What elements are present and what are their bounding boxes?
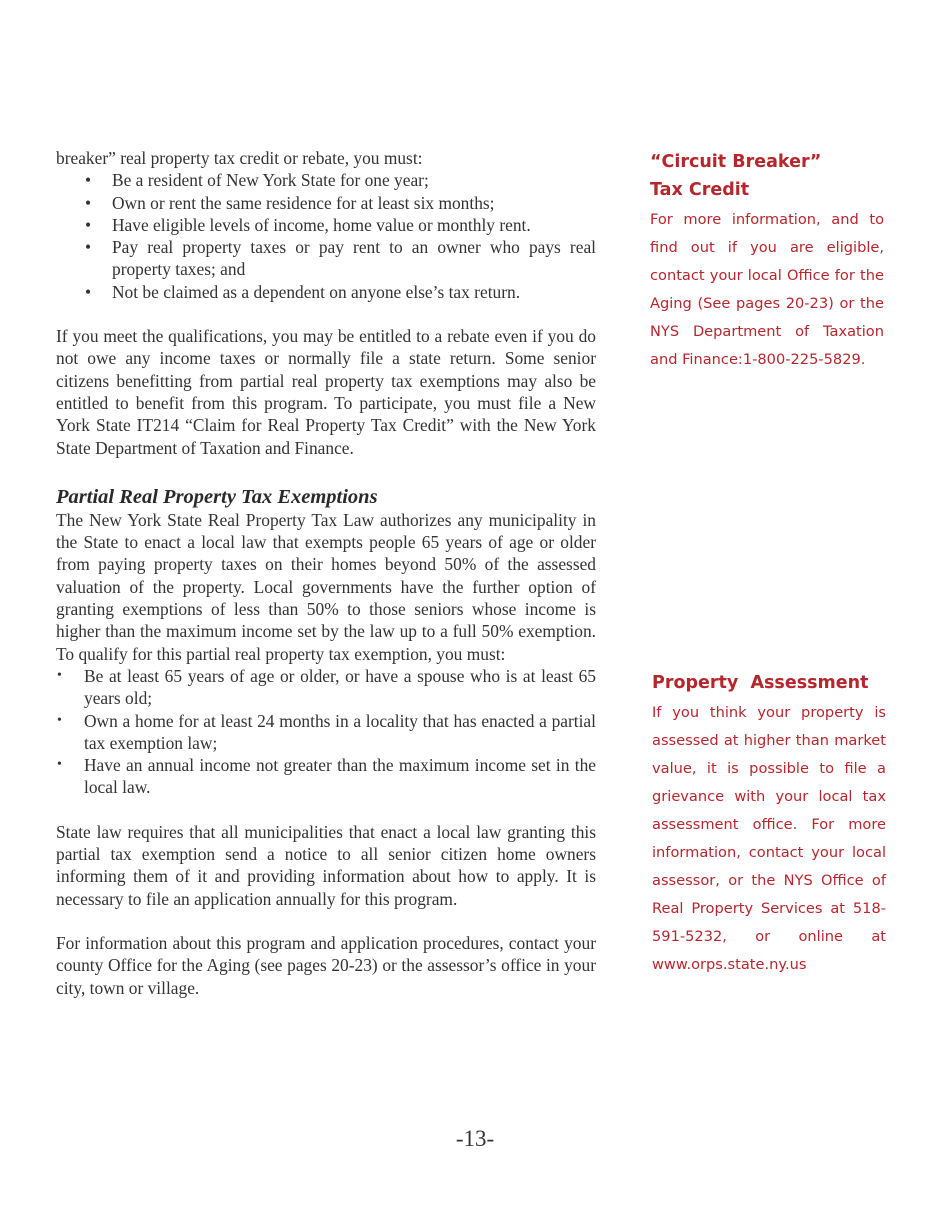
page-number: -13- xyxy=(455,1126,495,1151)
sidebar-property-assessment-title: Property Assessment xyxy=(652,673,869,693)
section-heading: Partial Real Property Tax Exemptions xyxy=(56,485,378,508)
intro-continuation: breaker” real property tax credit or rebate, you must: xyxy=(56,148,423,168)
list-item: • Have an annual income not greater than the maximum income set in the local law. xyxy=(56,754,596,799)
sidebar-circuit-breaker-title: “Circuit Breaker” Tax Credit xyxy=(650,152,822,200)
sidebar-circuit-breaker-body: For more information, and to find out if you are eligible, contact your local Office for the Aging (See pages 20-23) or the NYS Department of Taxation and Finance:1-800-225-5829. xyxy=(650,211,884,368)
exemption-requirements-list xyxy=(56,665,596,799)
sidebar-property-assessment-body: If you think your property is assessed at higher than market value, it is possible to file a grievance with your local tax assessment office. For more information, contact your local assessor, or the NYS Office of Real Property Services at 518-591-5232, or online at www.orps.state.ny.us xyxy=(652,704,886,973)
list-item: • Be at least 65 years of age or older, or have a spouse who is at least 65 years old; xyxy=(56,665,596,710)
sidebar-property-assessment xyxy=(652,669,886,979)
sidebar-circuit-breaker xyxy=(650,148,884,374)
list-item: • Own or rent the same residence for at least six months; xyxy=(56,192,596,214)
exemption-paragraph: The New York State Real Property Tax Law authorizes any municipality in the State to enact a local law that exempts people 65 years of age or older from paying property taxes on their homes beyond 50% of the assessed valuation of the property. Local governments have the further option of granting exemptions of less than 50% to those seniors whose income is higher than the maximum income set by the law up to a full 50% exemption. To qualify for this partial real property tax exemption, you must: xyxy=(56,509,596,664)
list-item: • Not be claimed as a dependent on anyone else’s tax return. xyxy=(56,281,596,303)
main-column xyxy=(56,147,596,999)
list-item: • Pay real property taxes or pay rent to an owner who pays real property taxes; and xyxy=(56,236,596,281)
list-item: • Have eligible levels of income, home value or monthly rent. xyxy=(56,214,596,236)
rebate-paragraph: If you meet the qualifications, you may be entitled to a rebate even if you do not owe any income taxes or normally file a state return. Some senior citizens benefitting from partial real property tax exemptions may also be entitled to benefit from this program. To participate, you must file a New York State IT214 “Claim for Real Property Tax Credit” with the New York State Department of Taxation and Finance. xyxy=(56,326,596,458)
list-item: • Be a resident of New York State for one year; xyxy=(56,169,596,191)
info-paragraph: For information about this program and application procedures, contact your county Office for the Aging (see pages 20-23) or the assessor’s office in your city, town or village. xyxy=(56,932,596,998)
notice-paragraph: State law requires that all municipalities that enact a local law granting this partial tax exemption send a notice to all senior citizen home owners informing them of it and providing information about how to apply. It is necessary to file an application annually for this program. xyxy=(56,821,596,909)
circuit-breaker-requirements-list xyxy=(56,169,596,303)
list-item: • Own a home for at least 24 months in a locality that has enacted a partial tax exemption law; xyxy=(56,710,596,755)
